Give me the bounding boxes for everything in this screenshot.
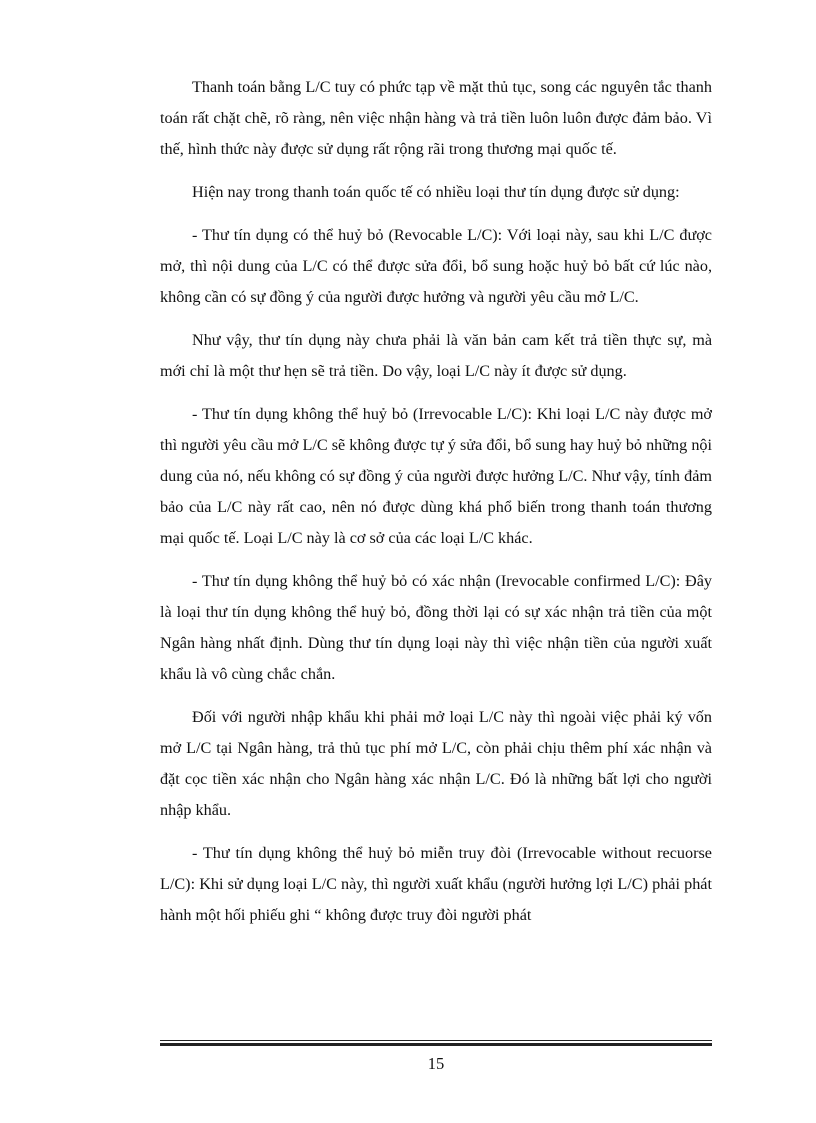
page-number: 15 <box>427 1054 445 1073</box>
paragraph-irrevocable-lc: - Thư tín dụng không thể huỷ bỏ (Irrevocable L/C): Khi loại L/C này được mở thì người yêu cầu mở L/C sẽ không được tự ý sửa đổi, bổ sung hay huỷ bỏ những nội dung của nó, nếu không có sự đồng ý của người được hưởng L/C. Như vậy, tính đảm bảo của L/C này rất cao, nên nó được dùng khá phổ biến trong thanh toán thương mại quốc tế. Loại L/C này là cơ sở của các loại L/C khác. <box>160 405 712 547</box>
paragraph-lc-payment-overview: Thanh toán bằng L/C tuy có phức tạp về mặt thủ tục, song các nguyên tắc thanh toán rất chặt chẽ, rõ ràng, nên việc nhận hàng và trả tiền luôn luôn được đảm bảo. Vì thế, hình thức này được sử dụng rất rộng rãi trong thương mại quốc tế. <box>160 78 712 158</box>
paragraph-revocable-lc: - Thư tín dụng có thể huỷ bỏ (Revocable L/C): Với loại này, sau khi L/C được mở, thì nội dung của L/C có thể được sửa đổi, bổ sung hoặc huỷ bỏ bất cứ lúc nào, không cần có sự đồng ý của người được hưởng và người yêu cầu mở L/C. <box>160 226 712 306</box>
paragraph-lc-types-intro: Hiện nay trong thanh toán quốc tế có nhiều loại thư tín dụng được sử dụng: <box>192 183 680 201</box>
paragraph-importer-costs: Đối với người nhập khẩu khi phải mở loại L/C này thì ngoài việc phải ký vốn mở L/C tại Ngân hàng, trả thủ tục phí mở L/C, còn phải chịu thêm phí xác nhận và đặt cọc tiền xác nhận cho Ngân hàng xác nhận L/C. Đó là những bất lợi cho người nhập khẩu. <box>160 708 712 819</box>
page-body <box>160 72 712 943</box>
paragraph-irrevocable-confirmed-lc: - Thư tín dụng không thể huỷ bỏ có xác nhận (Irevocable confirmed L/C): Đây là loại thư tín dụng không thể huỷ bỏ, đồng thời lại có sự xác nhận trả tiền của một Ngân hàng nhất định. Dùng thư tín dụng loại này thì việc nhận tiền của người xuất khẩu là vô cùng chắc chắn. <box>160 572 712 683</box>
footer-double-rule <box>160 1040 712 1046</box>
paragraph-irrevocable-without-recourse-lc: - Thư tín dụng không thể huỷ bỏ miễn truy đòi (Irrevocable without recuorse L/C): Khi sử dụng loại L/C này, thì người xuất khẩu (người hưởng lợi L/C) phải phát hành một hối phiếu ghi “ không được truy đòi người phát <box>160 844 712 924</box>
paragraph-revocable-lc-note: Như vậy, thư tín dụng này chưa phải là văn bản cam kết trả tiền thực sự, mà mới chỉ là một thư hẹn sẽ trả tiền. Do vậy, loại L/C này ít được sử dụng. <box>160 331 712 380</box>
